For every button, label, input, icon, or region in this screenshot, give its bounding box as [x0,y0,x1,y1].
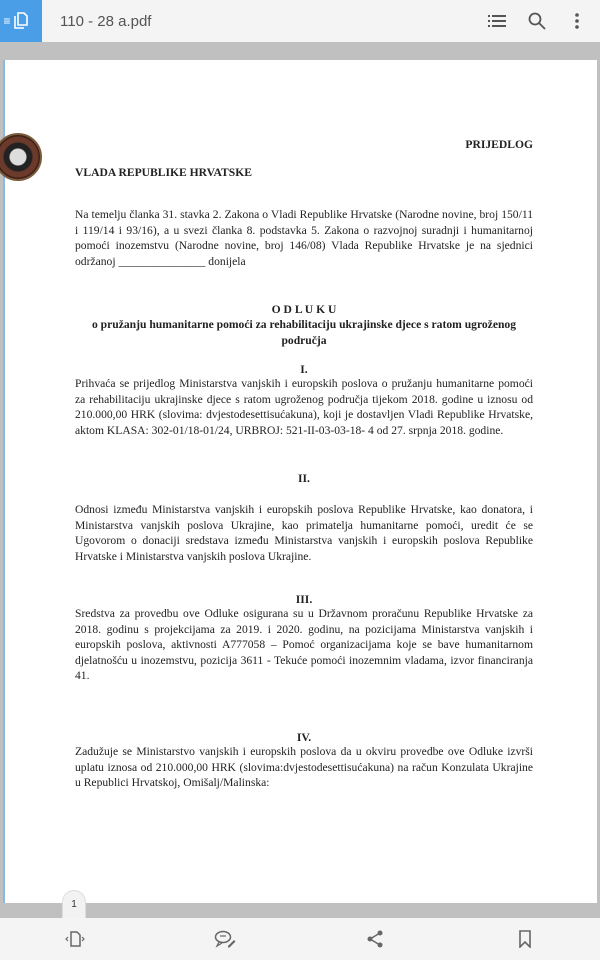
decision-title: O D L U K U [271,303,337,316]
preamble-paragraph: Na temelju članka 31. stavka 2. Zakona o Vladi Republike Hrvatske (Narodne novine, broj 150/11 i 119/14 i 93/16), a u svezi članka 8. podstavka 5. Zakona o razvojnoj suradnji i humanitarnoj pomoći inozemstvu (Narodne novine, broj 146/08) Vlada Republike Hrvatske je na sjednici održanoj _______________ donijela [75,208,533,268]
section-text: Prihvaća se prijedlog Ministarstva vanjskih i europskih poslova o pružanju humanitarne pomoći za rehabilitaciju ukrajinske djece s ratom ugroženog područja tijekom 2018. godine u iznosu od 210.000,00 HRK (slovima: dvjestodesettisućakuna), koji je dostavljen Vladi Republike Hrvatske, aktom KLASA: 302-01/18-01/24, URBROJ: 521-II-03-03-18- 4 od 27. srpnja 2018. godine. [75,377,533,437]
document-copy-icon [13,12,29,30]
share-icon [366,930,384,948]
section-number: IV. [296,731,312,744]
bookmark-button[interactable] [514,928,536,950]
pdf-page[interactable] [3,60,597,903]
search-icon [528,12,546,30]
list-icon [488,14,506,28]
outline-button[interactable] [486,10,508,32]
section-number: II. [298,472,310,485]
search-button[interactable] [526,10,548,32]
page-number-indicator[interactable]: 1 [62,890,86,918]
section-number: I. [300,363,308,376]
bookmark-icon [518,930,532,948]
decision-subtitle: o pružanju humanitarne pomoći za rehabilitaciju ukrajinske djece s ratom ugroženog područja [91,318,517,347]
comment-edit-icon [214,929,236,949]
file-name: 110 - 28 a.pdf [60,12,152,30]
bottom-toolbar [0,918,600,960]
section-text: Zadužuje se Ministarstvo vanjskih i europskih poslova da u okviru provedbe ove Odluke izvrši uplatu iznosa od 210.000,00 HRK (slovima:dvjestodesettisućakuna) na račun Konzulata Ukrajine u Republici Hrvatskoj, Omišalj/Malinska: [75,745,533,790]
page-view-button[interactable] [64,928,86,950]
page-view-icon [65,930,85,948]
section-number: III. [295,593,313,606]
issuer-heading: VLADA REPUBLIKE HRVATSKE [75,166,252,179]
menu-icon: ≡ [3,14,11,28]
more-vertical-icon [574,12,580,30]
more-options-button[interactable] [566,10,588,32]
share-button[interactable] [364,928,386,950]
proposal-stamp: PRIJEDLOG [465,138,533,151]
section-text: Odnosi između Ministarstva vanjskih i europskih poslova Republike Hrvatske, kao donatora, i Ministarstva vanjskih poslova Ukrajine, kao primatelja humanitarne pomoći, uredit će se Ugovorom o donaciji sredstava između Ministarstva vanjskih i europskih poslova Republike Hrvatske i Ministarstva vanjskih poslova Ukrajine. [75,503,533,563]
viewer-background [0,42,600,60]
drawer-toggle-button[interactable] [0,0,42,42]
annotate-button[interactable] [214,928,236,950]
section-text: Sredstva za provedbu ove Odluke osigurana su u Državnom proračunu Republike Hrvatske za 2018. godinu s projekcijama za 2019. i 2020. godinu, na pozicijama Ministarstva vanjskih i europskih poslova, aktivnosti A777058 – Pomoć organizacijama koje se bave humanitarnom djelatnošću u inozemstvu, pozicija 3611 - Tekuće pomoći inozemnim vladama, izvor financiranja 41. [75,607,533,683]
top-toolbar [0,0,600,42]
